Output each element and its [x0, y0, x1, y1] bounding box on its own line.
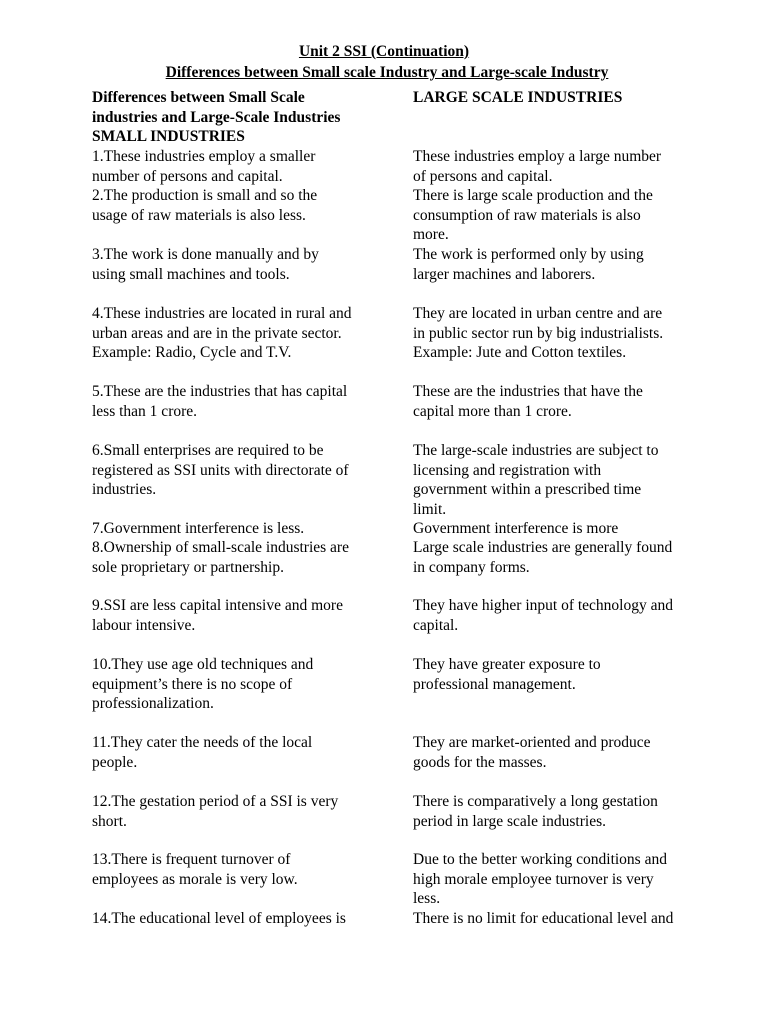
left-column-header [92, 88, 410, 147]
row-11-small: 11.They cater the needs of the local people. [92, 734, 313, 771]
document-title: Unit 2 SSI (Continuation) [298, 43, 470, 60]
row-13-large: Due to the better working conditions and high morale employee turnover is very less. [413, 851, 667, 907]
row-11-large: They are market-oriented and produce goods for the masses. [413, 734, 651, 771]
row-2-large: There is large scale production and the consumption of raw materials is also more. [413, 187, 653, 243]
row-12-large: There is comparatively a long gestation period in large scale industries. [413, 793, 658, 830]
row-2-small: 2.The production is small and so the usage of raw materials is also less. [92, 187, 318, 224]
row-10-large: They have greater exposure to professional management. [413, 656, 601, 693]
left-header-line-2: industries and Large-Scale Industries [92, 108, 341, 126]
document-subtitle: Differences between Small scale Industry and Large-scale Industry [165, 64, 609, 81]
row-6-large: The large-scale industries are subject to licensing and registration with government within a prescribed time limit. [413, 442, 659, 518]
row-13-small: 13.There is frequent turnover of employees as morale is very low. [92, 851, 298, 888]
row-4-large: They are located in urban centre and are in public sector run by big industrialists. Example: Jute and Cotton textiles. [413, 305, 664, 361]
row-10-small: 10.They use age old techniques and equipment’s there is no scope of professionalization. [92, 656, 314, 712]
row-1-large: These industries employ a large number of persons and capital. [413, 148, 662, 185]
left-header-line-3: SMALL INDUSTRIES [92, 128, 245, 145]
row-4-small: 4.These industries are located in rural and urban areas and are in the private sector. Example: Radio, Cycle and T.V. [92, 305, 352, 361]
row-3-small: 3.The work is done manually and by using small machines and tools. [92, 246, 319, 283]
row-14-small: 14.The educational level of employees is [92, 910, 346, 927]
row-14-large: There is no limit for educational level and [413, 910, 674, 927]
row-8-large: Large scale industries are generally found in company forms. [413, 539, 673, 576]
row-6-small: 6.Small enterprises are required to be registered as SSI units with directorate of industries. [92, 442, 349, 498]
left-header-line-1: Differences between Small Scale [92, 89, 305, 106]
row-1-small: 1.These industries employ a smaller number of persons and capital. [92, 148, 316, 185]
row-9-large: They have higher input of technology and capital. [413, 597, 673, 634]
row-9-small: 9.SSI are less capital intensive and more labour intensive. [92, 597, 343, 634]
right-column-header: LARGE SCALE INDUSTRIES [413, 89, 623, 106]
row-5-small: 5.These are the industries that has capital less than 1 crore. [92, 383, 348, 420]
row-5-large: These are the industries that have the capital more than 1 crore. [413, 383, 643, 420]
row-7-small: 7.Government interference is less. [92, 520, 305, 537]
row-8-small: 8.Ownership of small-scale industries are sole proprietary or partnership. [92, 539, 349, 576]
row-12-small: 12.The gestation period of a SSI is very short. [92, 793, 339, 830]
row-7-large: Government interference is more [413, 520, 619, 537]
row-3-large: The work is performed only by using larger machines and laborers. [413, 246, 644, 283]
